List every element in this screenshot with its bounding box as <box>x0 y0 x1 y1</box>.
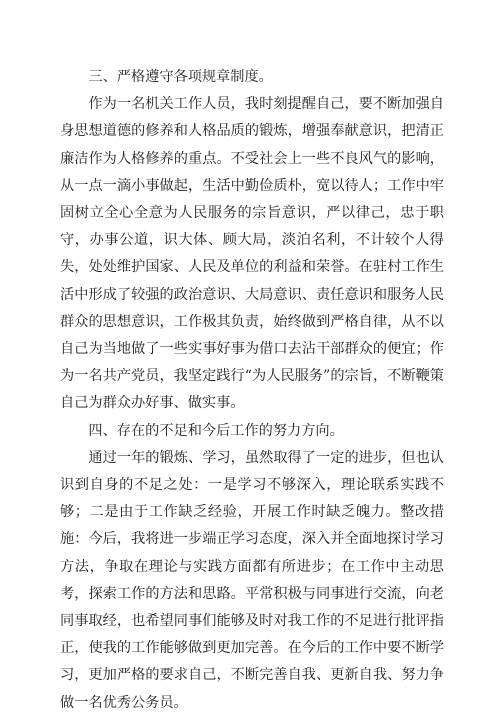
section-three-heading: 三、严格遵守各项规章制度。 <box>88 69 273 85</box>
paragraph-conduct: 作为一名机关工作人员，我时刻提醒自己，要不断加强自身思想道德的修养和人格品质的锻炼，增强奉献意识，把清正廉洁作为人格修养的重点。不受社会上一些不良风气的影响，从一点一滴小事做起，生活中勤俭质朴，宽以待人；工作中牢固树立全心全意为人民服务的宗旨意识，严以律己，忠于职守，办事公道，识大体、顾大局，淡泊名利，不计较个人得失，处处维护国家、人民及单位的利益和荣誉。在驻村工作生活中形成了较强的政治意识、大局意识、责任意识和服务人民群众的思想意识，工作极其负责，始终做到严格自律，从不以自己为当地做了一些实事好事为借口去沾干部群众的便宜；作为一名共产党员，我坚定践行“为人民服务”的宗旨，不断鞭策自己为群众办好事、做实事。 <box>60 96 444 412</box>
paragraph-improvements: 通过一年的锻炼、学习，虽然取得了一定的进步，但也认识到自身的不足之处：一是学习不够深入，理论联系实践不够；二是由于工作缺乏经验，开展工作时缺乏魄力。整改措施：今后，我将进一步端正学习态度，深入并全面地探讨学习方法，争取在理论与实践方面都有所进步；在工作中主动思考，探索工作的方法和思路。平常积极与同事进行交流，向老同事取经，也希望同事们能够及时对我工作的不足进行批评指正，使我的工作能够做到更加完善。在今后的工作中要不断学习，更加严格的要求自己，不断完善自我、更新自我、努力争做一名优秀公务员。 <box>60 449 444 711</box>
document-body <box>60 64 444 717</box>
section-four-heading: 四、存在的不足和今后工作的努力方向。 <box>88 422 344 439</box>
